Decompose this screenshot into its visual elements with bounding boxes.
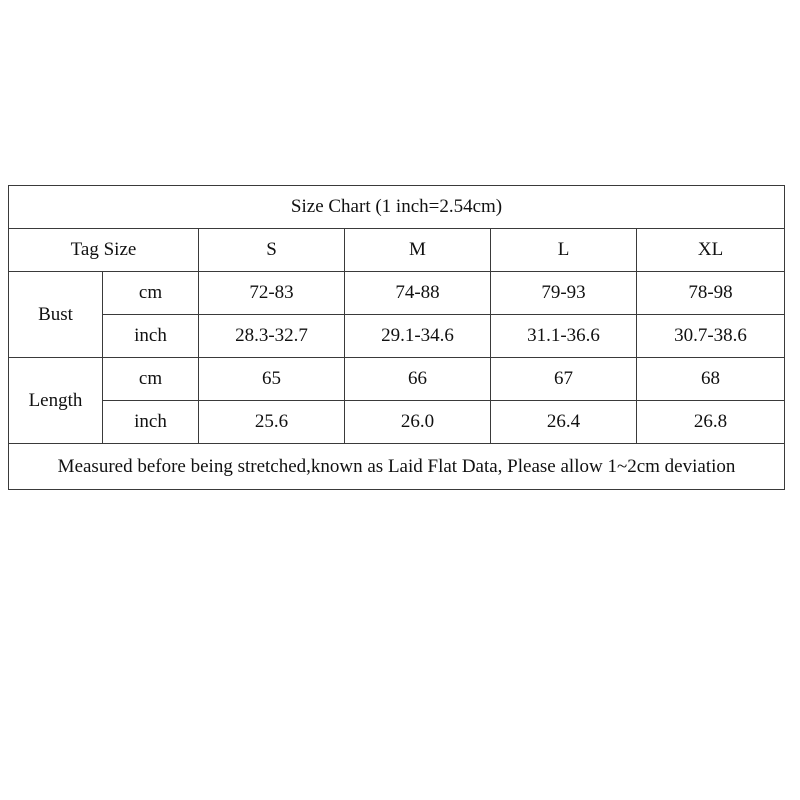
- table-cell: 79-93: [491, 272, 637, 315]
- table-cell: 26.0: [345, 401, 491, 444]
- unit-label: cm: [103, 358, 199, 401]
- size-header-xl: XL: [637, 229, 785, 272]
- measurement-note: Measured before being stretched,known as Laid Flat Data, Please allow 1~2cm deviation: [9, 444, 785, 490]
- table-cell: 29.1-34.6: [345, 315, 491, 358]
- table-cell: 74-88: [345, 272, 491, 315]
- header-row: [9, 229, 785, 272]
- size-header-l: L: [491, 229, 637, 272]
- title-row: [9, 186, 785, 229]
- table-cell: 66: [345, 358, 491, 401]
- table-cell: 26.8: [637, 401, 785, 444]
- bust-label: Bust: [9, 272, 103, 358]
- table-cell: 78-98: [637, 272, 785, 315]
- table-title: Size Chart (1 inch=2.54cm): [9, 186, 785, 229]
- table-cell: 28.3-32.7: [199, 315, 345, 358]
- unit-label: inch: [103, 315, 199, 358]
- table-cell: 67: [491, 358, 637, 401]
- unit-label: inch: [103, 401, 199, 444]
- table-cell: 65: [199, 358, 345, 401]
- bust-cm-row: [9, 272, 785, 315]
- tag-size-header: Tag Size: [9, 229, 199, 272]
- table-cell: 30.7-38.6: [637, 315, 785, 358]
- length-cm-row: [9, 358, 785, 401]
- note-row: [9, 444, 785, 490]
- table-cell: 26.4: [491, 401, 637, 444]
- unit-label: cm: [103, 272, 199, 315]
- size-header-m: M: [345, 229, 491, 272]
- table-cell: 68: [637, 358, 785, 401]
- length-label: Length: [9, 358, 103, 444]
- size-header-s: S: [199, 229, 345, 272]
- length-inch-row: [9, 401, 785, 444]
- table-cell: 31.1-36.6: [491, 315, 637, 358]
- size-chart-table: [8, 185, 785, 490]
- table-cell: 25.6: [199, 401, 345, 444]
- table-cell: 72-83: [199, 272, 345, 315]
- bust-inch-row: [9, 315, 785, 358]
